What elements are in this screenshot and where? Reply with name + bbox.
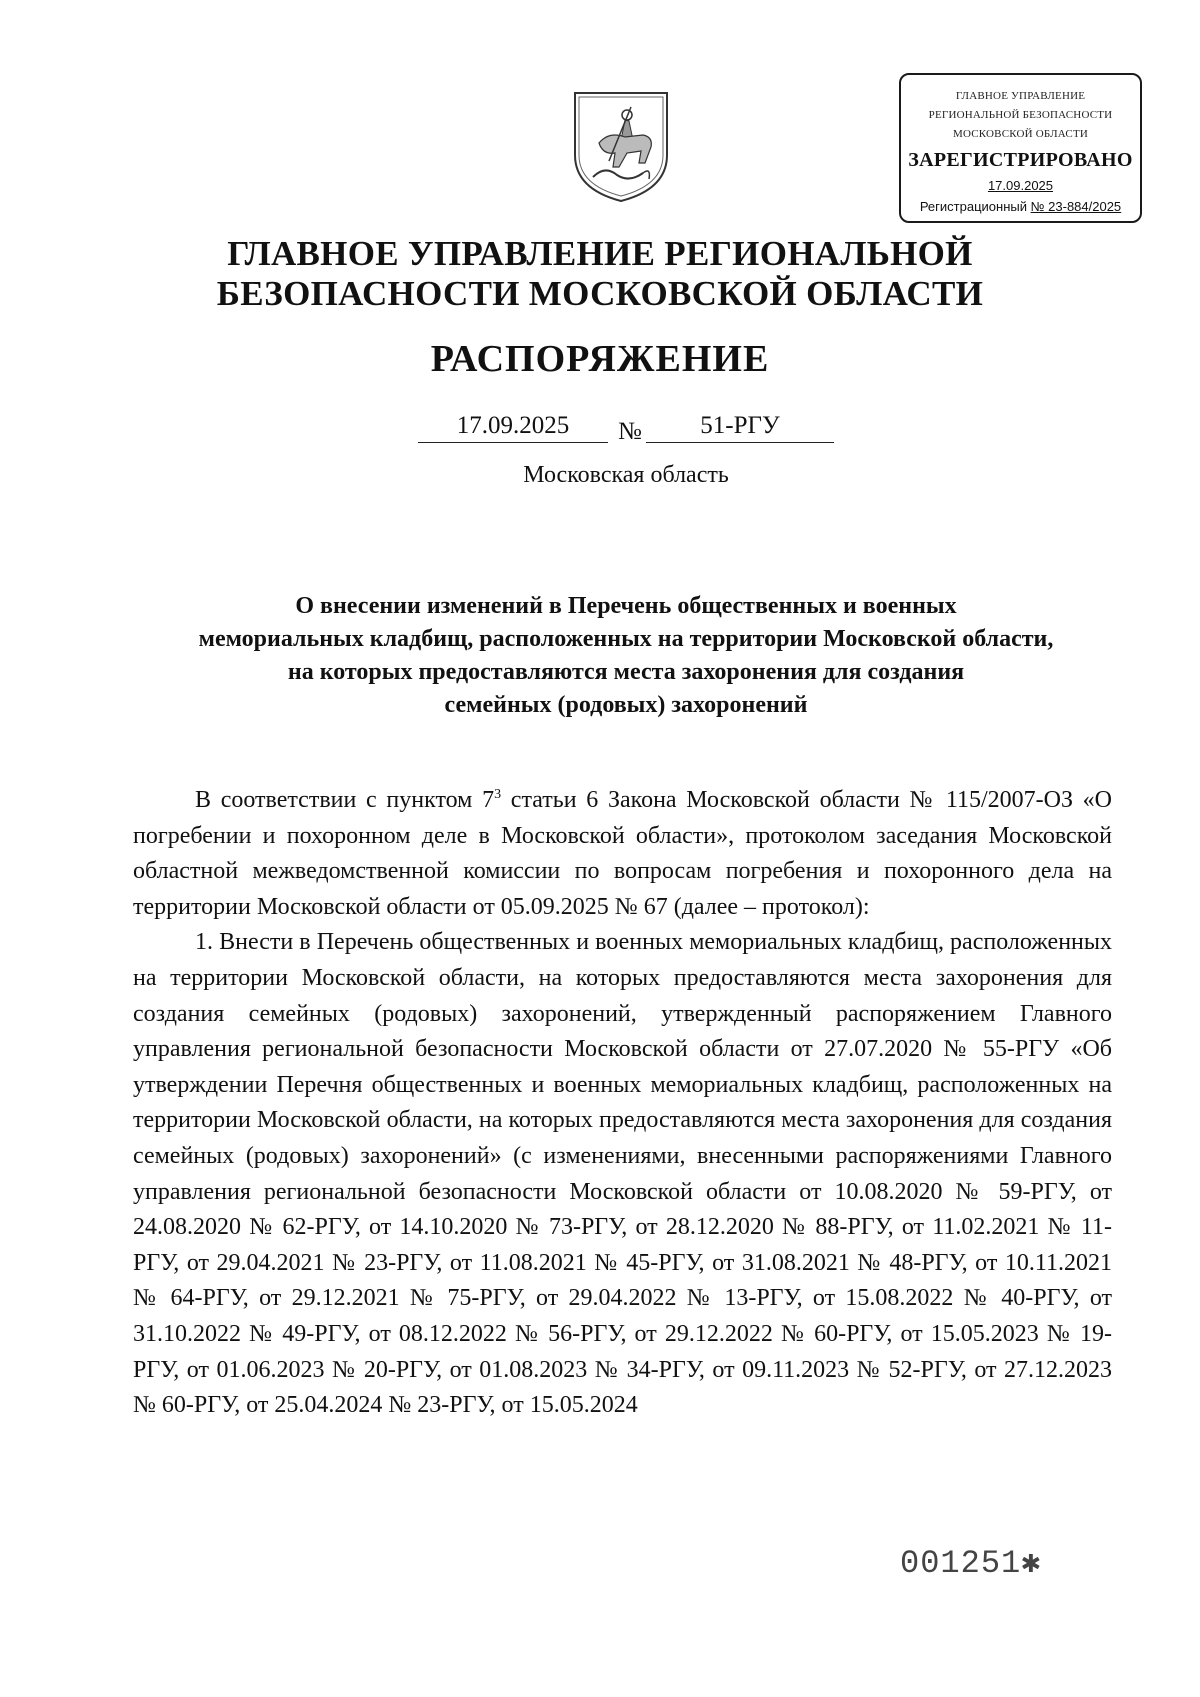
document-serial-number: 001251✱ (900, 1545, 1042, 1582)
paragraph-preamble (133, 783, 1112, 925)
stamp-reg-label: Регистрационный (919, 199, 1031, 214)
document-subject (80, 590, 1172, 722)
coat-of-arms-emblem (569, 85, 673, 203)
preamble-superscript: 3 (494, 787, 502, 802)
document-date: 17.09.2025 (418, 410, 608, 443)
stamp-line-2: РЕГИОНАЛЬНОЙ БЕЗОПАСНОСТИ (928, 109, 1113, 121)
stamp-status: ЗАРЕГИСТРИРОВАНО (908, 149, 1133, 171)
document-place: Московская область (523, 462, 729, 488)
stamp-registration (901, 196, 1140, 218)
stamp-reg-number: № 23-884/2025 (1030, 199, 1122, 214)
paragraph-item-1: 1. Внести в Перечень общественных и военных мемориальных кладбищ, расположенных на территории Московской области, на которых предоставляются места захоронения для создания семейных (родовых) захоронений, утвержденный распоряжением Главного управления региональной безопасности Московской области от 27.07.2020 № 55-РГУ «Об утверждении Перечня общественных и военных мемориальных кладбищ, расположенных на территории Московской области, на которых предоставляются места захоронения для создания семейных (родовых) захоронений» (с изменениями, внесенными распоряжениями Главного управления региональной безопасности Московской области от 10.08.2020 № 59-РГУ, от 24.08.2020 № 62-РГУ, от 14.10.2020 № 73-РГУ, от 28.12.2020 № 88-РГУ, от 11.02.2021 № 11-РГУ, от 29.04.2021 № 23-РГУ, от 11.08.2021 № 45-РГУ, от 31.08.2021 № 48-РГУ, от 10.11.2021 № 64-РГУ, от 29.12.2021 № 75-РГУ, от 29.04.2022 № 13-РГУ, от 15.08.2022 № 40-РГУ, от 31.10.2022 № 49-РГУ, от 08.12.2022 № 56-РГУ, от 29.12.2022 № 60-РГУ, от 15.05.2023 № 19-РГУ, от 01.06.2023 № 20-РГУ, от 01.08.2023 № 34-РГУ, от 09.11.2023 № 52-РГУ, от 27.12.2023 № 60-РГУ, от 25.04.2024 № 23-РГУ, от 15.05.2024 (133, 929, 1112, 1419)
issuing-authority (0, 234, 1200, 314)
preamble-part-2: статьи 6 Закона Московской области № 115/2007-ОЗ «О погребении и похоронном деле в Московской области», протоколом заседания Московской областной межведомственной комиссии по вопросам погребения и похоронного дела на территории Московской области от 05.09.2025 № 67 (далее – протокол): (133, 787, 1113, 920)
subject-line-3: на которых предоставляются места захоронения для создания (287, 659, 965, 685)
document-body (133, 783, 1112, 1424)
stamp-line-1: ГЛАВНОЕ УПРАВЛЕНИЕ (955, 90, 1086, 102)
preamble-part-1: В соответствии с пунктом 7 (195, 787, 495, 813)
authority-line-2: БЕЗОПАСНОСТИ МОСКОВСКОЙ ОБЛАСТИ (216, 274, 984, 313)
subject-line-4: семейных (родовых) захоронений (444, 692, 808, 718)
subject-line-2: мемориальных кладбищ, расположенных на территории Московской области, (198, 626, 1054, 652)
stamp-line-3: МОСКОВСКОЙ ОБЛАСТИ (952, 128, 1089, 140)
number-sign: № (618, 418, 642, 445)
registration-stamp (899, 73, 1142, 223)
document-type: РАСПОРЯЖЕНИЕ (430, 338, 770, 380)
stamp-date: 17.09.2025 (987, 178, 1054, 193)
authority-line-1: ГЛАВНОЕ УПРАВЛЕНИЕ РЕГИОНАЛЬНОЙ (227, 234, 973, 273)
subject-line-1: О внесении изменений в Перечень общественных и военных (295, 593, 957, 619)
document-number: 51-РГУ (646, 410, 834, 443)
